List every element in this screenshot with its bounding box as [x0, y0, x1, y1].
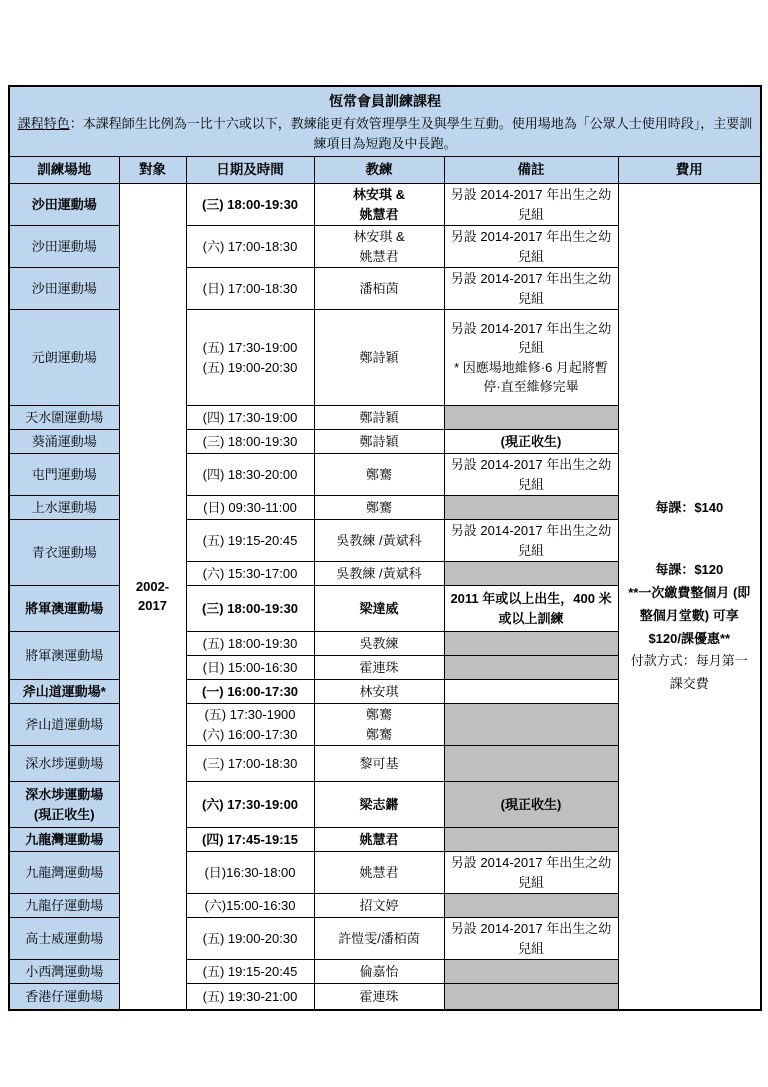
remark-cell-line: * 因應場地維修·6 月起將暫停·直至維修完畢: [454, 359, 608, 394]
coach-cell-line: 吳教練: [359, 635, 399, 651]
coach-cell: [314, 562, 444, 586]
remark-cell-line: 另設 2014-2017 年出生之幼兒組: [450, 320, 612, 355]
venue-cell-line: 小西灣運動場: [25, 963, 104, 979]
fee-payment-method: 付款方式：每月第一課交費: [630, 653, 748, 692]
time-cell-line: (六) 15:30-17:00: [202, 565, 298, 581]
coach-cell-line: 招文婷: [359, 897, 399, 913]
time-cell: [186, 520, 314, 562]
coach-cell-line: 鄭詩穎: [359, 409, 399, 425]
description-line2: 練項目為短跑及中長跑。: [313, 135, 457, 151]
venue-cell-line: 高士威運動場: [25, 930, 104, 946]
time-cell: [186, 656, 314, 680]
coach-cell: [314, 894, 444, 918]
venue-cell-line: 九龍灣運動場: [25, 864, 104, 880]
venue-cell: [9, 406, 119, 430]
remark-cell: [444, 918, 618, 960]
column-header-remarks: 備註: [444, 157, 618, 184]
coach-cell-line: 黎可基: [359, 755, 399, 771]
remark-cell: [444, 586, 618, 632]
time-cell: [186, 960, 314, 984]
coach-cell-line: 鄭詩穎: [359, 433, 399, 449]
coach-cell: [314, 746, 444, 782]
remark-cell: [444, 894, 618, 918]
venue-cell: [9, 454, 119, 496]
time-cell-line: (四) 17:30-19:00: [202, 409, 298, 425]
time-cell: [186, 680, 314, 704]
target-cell: [119, 184, 186, 1010]
time-cell-line: (四) 17:45-19:15: [201, 831, 299, 847]
venue-cell: [9, 984, 119, 1010]
venue-cell: [9, 184, 119, 226]
time-cell-line: (三) 17:00-18:30: [202, 755, 298, 771]
remark-cell: [444, 496, 618, 520]
fee-cell: [618, 184, 761, 1010]
coach-cell-line: 吳教練 /黃斌科: [336, 532, 422, 548]
time-cell-line: (三) 18:00-19:30: [201, 600, 299, 616]
time-cell: [186, 746, 314, 782]
time-cell-line: (六) 17:30-19:00: [201, 796, 299, 812]
coach-cell-line: 霍連珠: [359, 988, 399, 1004]
coach-cell-line: 鄭騫: [365, 707, 392, 722]
coach-cell: [314, 828, 444, 852]
venue-cell-line: 斧山道運動場*: [22, 683, 106, 699]
venue-cell-line: 青衣運動場: [31, 544, 97, 560]
time-cell: [186, 984, 314, 1010]
venue-cell: [9, 782, 119, 828]
remark-cell-line: 另設 2014-2017 年出生之幼兒組: [450, 523, 612, 558]
venue-cell-line: 葵涌運動場: [31, 433, 97, 449]
fee-per-class-120: 每課：$120: [655, 562, 724, 578]
time-cell: [186, 430, 314, 454]
venue-cell: [9, 496, 119, 520]
time-cell: [186, 894, 314, 918]
remark-cell: [444, 852, 618, 894]
remark-cell: [444, 782, 618, 828]
table-top-block: [9, 86, 761, 157]
remark-cell: [444, 960, 618, 984]
time-cell-line: (五) 19:00-20:30: [202, 930, 298, 946]
remark-cell: [444, 184, 618, 226]
column-header-row: [9, 157, 761, 184]
coach-cell: [314, 704, 444, 746]
coach-cell-line: 梁志鏘: [359, 796, 399, 812]
venue-cell-line: 沙田運動場: [31, 238, 97, 254]
remark-cell: [444, 430, 618, 454]
coach-cell: [314, 520, 444, 562]
venue-cell-line: 元朗運動場: [31, 349, 97, 365]
coach-cell-line: 姚慧君: [359, 864, 399, 880]
remark-cell: [444, 268, 618, 310]
fee-per-class-140: 每課：$140: [655, 499, 724, 515]
time-cell: [186, 184, 314, 226]
venue-cell: [9, 632, 119, 680]
coach-cell-line: 林安琪 &: [352, 187, 405, 202]
target-cell-line: 2002-2017: [135, 578, 170, 614]
column-header-coach: 教練: [314, 157, 444, 184]
time-cell: [186, 586, 314, 632]
venue-cell: [9, 704, 119, 746]
coach-cell: [314, 184, 444, 226]
time-cell-line: (五) 19:15-20:45: [202, 532, 298, 548]
time-cell-line: (日) 15:00-16:30: [202, 659, 298, 675]
venue-cell-line: 斧山道運動場: [25, 716, 104, 732]
venue-cell-line: 將軍澳運動場: [25, 600, 104, 616]
coach-cell: [314, 680, 444, 704]
time-cell: [186, 852, 314, 894]
remark-cell: [444, 454, 618, 496]
time-cell-line: (五) 17:30-1900: [204, 707, 296, 722]
remark-cell: [444, 984, 618, 1010]
venue-cell: [9, 586, 119, 632]
venue-cell: [9, 520, 119, 586]
time-cell-line: (六) 16:00-17:30: [202, 726, 298, 742]
coach-cell: [314, 226, 444, 268]
venue-cell: [9, 310, 119, 406]
coach-cell-line: 鄭騫: [365, 466, 392, 482]
time-cell-line: (三) 18:00-19:30: [202, 433, 298, 449]
remark-cell: [444, 226, 618, 268]
coach-cell-line: 姚慧君: [359, 831, 399, 847]
coach-cell: [314, 984, 444, 1010]
coach-cell-line: 鄭詩穎: [359, 349, 399, 365]
coach-cell-line: 吳教練 /黃斌科: [336, 565, 422, 581]
training-schedule-table: [8, 85, 762, 1011]
coach-cell: [314, 268, 444, 310]
coach-cell: [314, 586, 444, 632]
venue-cell: [9, 828, 119, 852]
venue-cell: [9, 226, 119, 268]
coach-cell-line: 姚慧君: [359, 206, 399, 222]
time-cell-line: (四) 18:30-20:00: [202, 466, 298, 482]
time-cell-line: (六)15:00-16:30: [204, 897, 296, 913]
venue-cell: [9, 746, 119, 782]
coach-cell-line: 梁達威: [359, 600, 399, 616]
time-cell-line: (一) 16:00-17:30: [201, 683, 299, 699]
coach-cell: [314, 960, 444, 984]
coach-cell: [314, 656, 444, 680]
coach-cell-line: 鄭騫: [365, 499, 392, 515]
venue-cell-line: 香港仔運動場: [25, 988, 104, 1004]
time-cell-line: (日) 09:30-11:00: [203, 499, 297, 515]
remark-cell: [444, 562, 618, 586]
coach-cell: [314, 496, 444, 520]
venue-cell-line: (現正收生): [33, 806, 95, 822]
description-label: 課程特色: [17, 116, 70, 131]
venue-cell-line: 屯門運動場: [31, 466, 97, 482]
coach-cell: [314, 310, 444, 406]
time-cell: [186, 496, 314, 520]
coach-cell: [314, 852, 444, 894]
time-cell: [186, 406, 314, 430]
page-title: 恆常會員訓練課程: [329, 93, 442, 109]
remark-cell: [444, 310, 618, 406]
remark-cell: [444, 632, 618, 656]
venue-cell: [9, 894, 119, 918]
remark-cell: [444, 680, 618, 704]
time-cell-line: (日) 17:00-18:30: [202, 280, 298, 296]
column-header-target: 對象: [119, 157, 186, 184]
time-cell: [186, 310, 314, 406]
venue-cell: [9, 680, 119, 704]
course-description: [16, 114, 754, 153]
venue-cell-line: 沙田運動場: [31, 196, 97, 212]
time-cell: [186, 226, 314, 268]
remark-cell-line: (現正收生): [500, 796, 562, 812]
column-header-datetime: 日期及時間: [186, 157, 314, 184]
coach-cell-line: 許愷雯/潘栢茵: [338, 930, 420, 946]
time-cell: [186, 562, 314, 586]
remark-cell-line: 另設 2014-2017 年出生之幼兒組: [450, 921, 612, 956]
venue-cell-line: 九龍仔運動場: [25, 897, 104, 913]
coach-cell-line: 林安琪 &: [353, 229, 405, 244]
coach-cell-line: 潘栢茵: [359, 280, 399, 296]
table-row: [9, 184, 761, 226]
remark-cell: [444, 828, 618, 852]
time-cell-line: (五) 18:00-19:30: [202, 635, 298, 651]
venue-cell-line: 沙田運動場: [31, 280, 97, 296]
time-cell-line: (三) 18:00-19:30: [201, 196, 299, 212]
time-cell: [186, 828, 314, 852]
venue-cell-line: 上水運動場: [31, 499, 97, 515]
fee-promo: **一次繳費整個月 (即整個月堂數) 可享$120/課優惠**: [628, 585, 751, 646]
time-cell: [186, 632, 314, 656]
remark-cell-line: 另設 2014-2017 年出生之幼兒組: [450, 271, 612, 306]
remark-cell-line: 另設 2014-2017 年出生之幼兒組: [450, 187, 612, 222]
time-cell: [186, 782, 314, 828]
coach-cell: [314, 918, 444, 960]
venue-cell-line: 九龍灣運動場: [25, 831, 104, 847]
coach-cell: [314, 406, 444, 430]
venue-cell-line: 深水埗運動場: [25, 755, 104, 771]
venue-cell: [9, 960, 119, 984]
time-cell: [186, 704, 314, 746]
time-cell: [186, 268, 314, 310]
remark-cell: [444, 656, 618, 680]
time-cell-line: (五) 19:00-20:30: [202, 359, 298, 375]
schedule-rows: [9, 184, 761, 1010]
description-colon: ：: [69, 116, 83, 131]
remark-cell-line: 另設 2014-2017 年出生之幼兒組: [450, 229, 612, 264]
remark-cell: [444, 704, 618, 746]
top-block-row: [9, 86, 761, 157]
coach-cell: [314, 454, 444, 496]
remark-cell-line: 另設 2014-2017 年出生之幼兒組: [450, 457, 612, 492]
venue-cell-line: 天水圍運動場: [25, 409, 104, 425]
time-cell: [186, 918, 314, 960]
remark-cell-line: 另設 2014-2017 年出生之幼兒組: [450, 855, 612, 890]
coach-cell-line: 鄭騫: [365, 726, 392, 742]
coach-cell-line: 霍連珠: [359, 659, 399, 675]
venue-cell: [9, 918, 119, 960]
coach-cell-line: 姚慧君: [359, 248, 399, 264]
venue-cell-line: 將軍澳運動場: [25, 647, 104, 663]
coach-cell-line: 林安琪: [359, 683, 399, 699]
coach-cell: [314, 632, 444, 656]
column-header-venue: 訓練場地: [9, 157, 119, 184]
coach-cell: [314, 430, 444, 454]
remark-cell: [444, 406, 618, 430]
coach-cell: [314, 782, 444, 828]
time-cell-line: (五) 19:15-20:45: [202, 963, 298, 979]
remark-cell-line: 2011 年或以上出生，400 米或以上訓練: [450, 591, 612, 626]
time-cell-line: (五) 17:30-19:00: [202, 340, 298, 355]
remark-cell: [444, 520, 618, 562]
time-cell-line: (五) 19:30-21:00: [202, 988, 298, 1004]
column-header-fee: 費用: [618, 157, 761, 184]
venue-cell: [9, 852, 119, 894]
remark-cell-line: (現正收生): [500, 433, 562, 449]
coach-cell-line: 倫嘉怡: [359, 963, 399, 979]
time-cell-line: (日)16:30-18:00: [204, 864, 296, 880]
time-cell-line: (六) 17:00-18:30: [202, 238, 298, 254]
venue-cell-line: 深水埗運動場: [25, 787, 104, 802]
remark-cell: [444, 746, 618, 782]
description-line1: 本課程師生比例為一比十六或以下，教練能更有效管理學生及與學生互動。使用場地為「公眾人士使用時段」，主要訓: [82, 116, 753, 131]
venue-cell: [9, 268, 119, 310]
time-cell: [186, 454, 314, 496]
venue-cell: [9, 430, 119, 454]
